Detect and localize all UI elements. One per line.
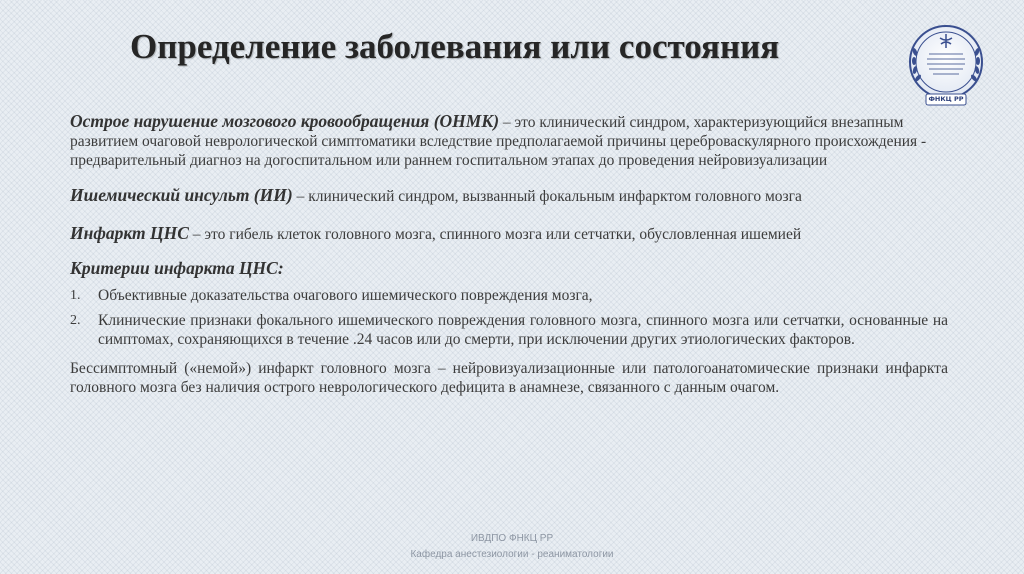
seal-caption: ФНКЦ РР [928,95,964,103]
definition-onmk-text: – это клинический синдром, характеризующийся внезапным развитием очаговой неврологической симптоматики вследствие предполагаемой причины цереброваскулярного происхождения - предварительный диагноз на догоспитальном или раннем госпитальном этапах до проведения нейровизуализации [70,114,927,169]
definition-ischemic-stroke-text: – клинический синдром, вызванный фокальным инфарктом головного мозга [292,188,802,205]
list-item [70,311,948,349]
list-item-number: 1. [70,288,81,303]
term-onmk: Острое нарушение мозгового кровообращения (ОНМК) [70,111,500,131]
slide-title: Определение заболевания или состояния [130,27,780,66]
list-item-text: Объективные доказательства очагового ишемического повреждения мозга, [98,287,593,304]
term-ischemic-stroke: Ишемический инсульт (ИИ) [70,185,293,205]
criteria-list [70,286,948,349]
list-item-number: 2. [70,313,81,328]
criteria-heading: Критерии инфаркта ЦНС: [70,258,284,278]
definition-cns-infarct [70,224,948,244]
term-cns-infarct: Инфаркт ЦНС [70,223,189,243]
definition-onmk [70,112,948,170]
list-item [70,286,948,305]
footer-institution: ИВДПО ФНКЦ РР [470,533,554,544]
definitions-body [70,110,948,397]
silent-infarct-definition: Бессимптомный («немой») инфаркт головного мозга – нейровизуализационные или патологоанатомические признаки инфаркта головного мозга без наличия острого неврологического дефицита в анамнезе, связанного с данным очагом. [70,360,948,396]
list-item-text: Клинические признаки фокального ишемического повреждения головного мозга, спинного мозга или сетчатки, основанные на симптомах, сохраняющихся в течение .24 часов или до смерти, при исключении других этиологических факторов. [98,312,948,348]
definition-cns-infarct-text: – это гибель клеток головного мозга, спинного мозга или сетчатки, обусловленная ишемией [188,226,802,243]
definition-ischemic-stroke [70,186,948,206]
footer-department: Кафедра анестезиологии - реаниматологии [410,549,614,560]
institution-seal-icon [902,20,990,108]
